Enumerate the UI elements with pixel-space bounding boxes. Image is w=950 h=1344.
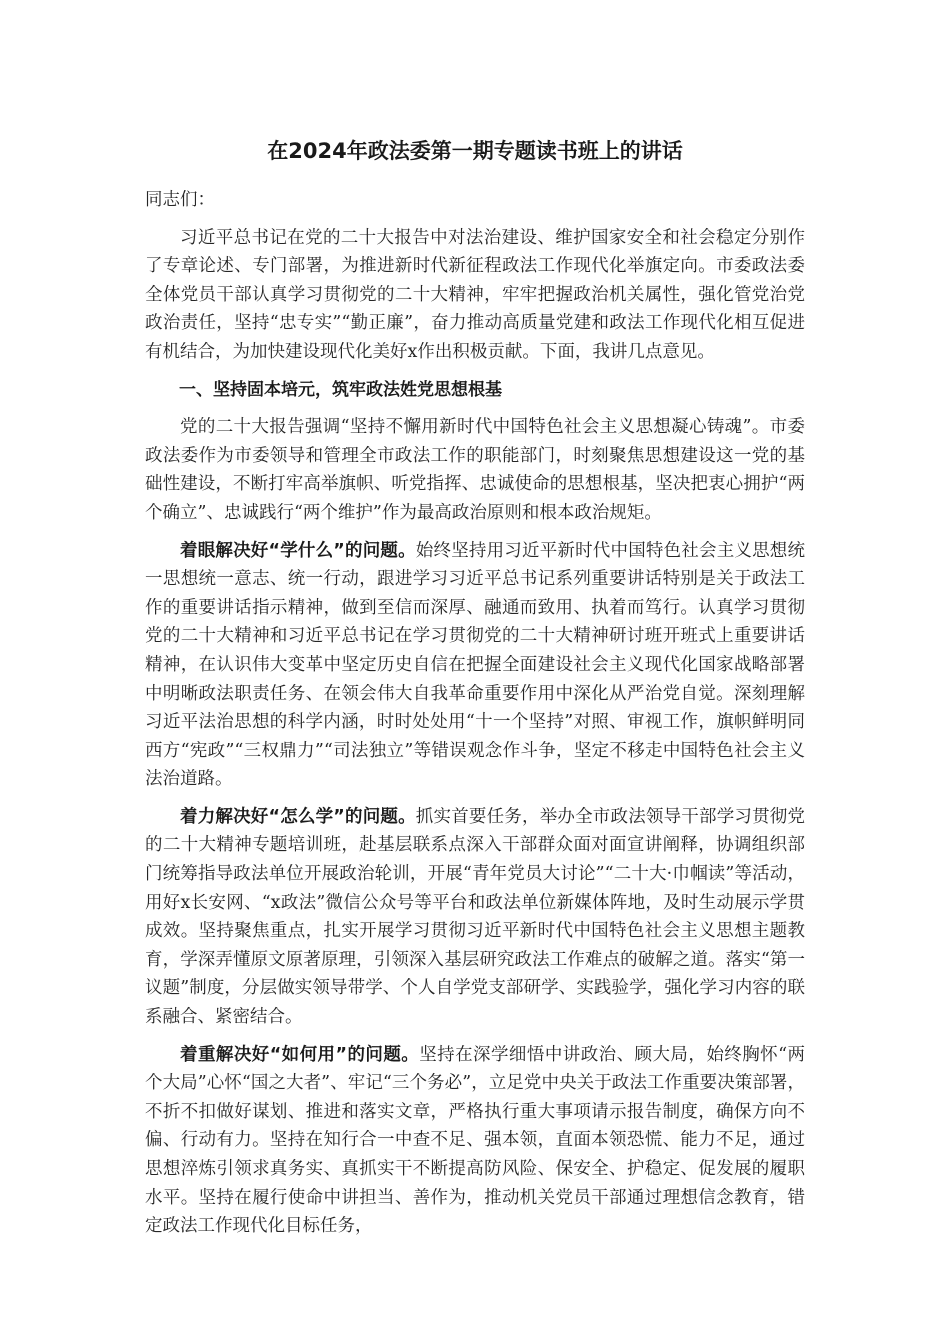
section-heading: 一、坚持固本培元，筑牢政法姓党思想根基 (179, 379, 502, 400)
document-body (145, 186, 805, 1250)
paragraph-text: 党的二十大报告强调“坚持不懈用新时代中国特色社会主义思想凝心铸魂”。市委政法委作为市委领导和管理全市政法工作的职能部门，时刻聚焦思想建设这一党的基础性建设，不断打牢高举旗帜、听党指挥、忠诚使命的思想根基，坚决把衷心拥护“两个确立”、忠诚践行“两个维护”作为最高政治原则和根本政治规矩。 (145, 417, 805, 523)
body-paragraph (145, 803, 805, 1032)
salutation: 同志们： (145, 190, 215, 210)
paragraph-lead: 着力解决好“怎么学”的问题。 (180, 806, 416, 827)
paragraph-lead: 着重解决好“如何用”的问题。 (180, 1044, 420, 1065)
paragraph-text: 抓实首要任务，举办全市政法领导干部学习贯彻党的二十大精神专题培训班，赴基层联系点深入干部群众面对面宣讲阐释，协调组织部门统筹指导政法单位开展政治轮训，开展“青年党员大讨论”“二十大·巾帼读”等活动，用好x长安网、“x政法”微信公众号等平台和政法单位新媒体阵地，及时生动展示学贯成效。坚持聚焦重点，扎实开展学习贯彻习近平新时代中国特色社会主义思想主题教育，学深弄懂原文原著原理，引领深入基层研究政法工作难点的破解之道。落实“第一议题”制度，分层做实领导带学、个人自学党支部研学、实践验学，强化学习内容的联系融合、紧密结合。 (145, 806, 805, 1028)
intro-paragraph: 习近平总书记在党的二十大报告中对法治建设、维护国家安全和社会稳定分别作了专章论述、专门部署，为推进新时代新征程政法工作现代化举旗定向。市委政法委全体党员干部认真学习贯彻党的二十大精神，牢牢把握政治机关属性，强化管党治党政治责任，坚持“忠专实”“勤正廉”，奋力推动高质量党建和政法工作现代化相互促进有机结合，为加快建设现代化美好x作出积极贡献。下面，我讲几点意见。 (145, 227, 805, 362)
paragraph-text: 坚持在深学细悟中讲政治、顾大局，始终胸怀“两个大局”心怀“国之大者”、牢记“三个务必”，立足党中央关于政法工作重要决策部署，不折不扣做好谋划、推进和落实文章，严格执行重大事项请示报告制度，确保方向不偏、行动有力。坚持在知行合一中查不足、强本领，直面本领恐慌、能力不足，通过思想淬炼引领求真务实、真抓实干不断提高防风险、保安全、护稳定、促发展的履职水平。坚持在履行使命中讲担当、善作为，推动机关党员干部通过理想信念教育，错定政法工作现代化目标任务， (145, 1044, 805, 1237)
body-paragraph (145, 413, 805, 527)
body-paragraph (145, 537, 805, 794)
document-title: 在2024年政法委第一期专题读书班上的讲话 (267, 139, 683, 163)
body-paragraph (145, 1041, 805, 1241)
paragraph-text: 始终坚持用习近平新时代中国特色社会主义思想统一思想统一意志、统一行动，跟进学习习近平总书记系列重要讲话特别是关于政法工作的重要讲话指示精神，做到至信而深厚、融通而致用、执着而笃行。认真学习贯彻党的二十大精神和习近平总书记在学习贯彻党的二十大精神研讨班开班式上重要讲话精神，在认识伟大变革中坚定历史自信在把握全面建设社会主义现代化国家战略部署中明晰政法职责任务、在领会伟大自我革命重要作用中深化从严治党自觉。深刻理解习近平法治思想的科学内涵，时时处处用“十一个坚持”对照、审视工作，旗帜鲜明同西方“宪政”“三权鼎力”“司法独立”等错误观念作斗争，坚定不移走中国特色社会主义法治道路。 (145, 540, 805, 790)
paragraph-lead: 着眼解决好“学什么”的问题。 (180, 540, 416, 561)
